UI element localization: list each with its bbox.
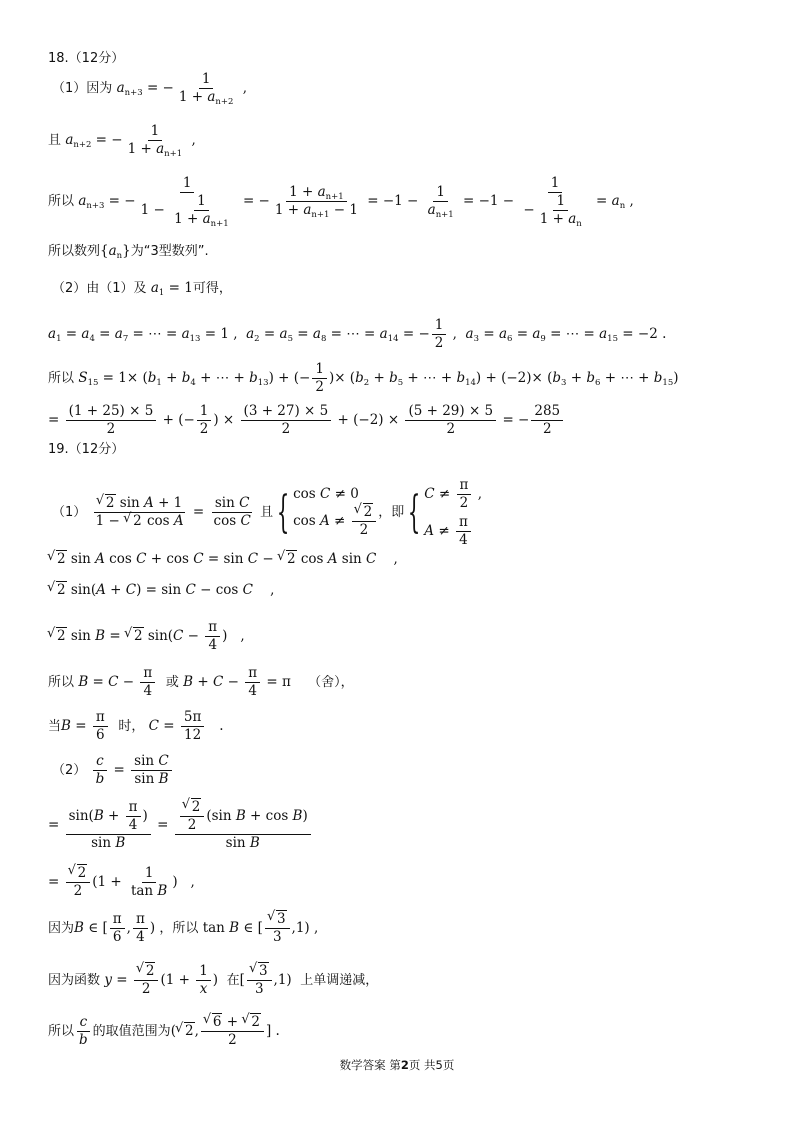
footer-right: 页 共5页 [408,1058,455,1072]
q19-when-label: 当 [48,718,62,734]
page-footer [0,1057,794,1073]
q19-step1-line: √ 2 sin A cos C + cos C = sin C − √ 2 cos A sin C , [48,553,398,567]
q18-and-line: 且 $a_{n+2}$ = − $\frac{1}{1 + a_{n+1}}$ , [48,123,196,159]
q19-heading: 19.（12分） [48,442,125,457]
q18-sum-label: 所以 [48,370,75,386]
q18-part2-line: （2）由（1）及 $a_1 = 1$可得， [52,280,232,298]
q19-part1-label: （1） [52,505,87,521]
q19-step3-line: √ 2 sin B = √ 2 sin(C − $\frac{\pi}{4}$ ) , [48,620,245,653]
q19-range-line: 所以 $\frac{c}{b}$ 的取值范围为(√ 2, √ $\frac{6 + √ 2}{2}$ ] . [48,1015,280,1048]
q18-result-line: = $\frac{(1 + 25) \times 5}{2}$ + (− $\frac{1}{2}$ ) × $\frac{(3 + 27) \times 5}{2}$ + (−2) × $\frac{(5 + 29) \times 5}{2}$ = − $\frac{285}{2}$ [48,404,565,437]
q19-or-label: 或 [165,674,179,690]
q18-conclusion-post: 为“3型数列”. [130,244,209,259]
q18-heading: 18.（12分） [48,51,125,66]
q18-part1-label: （1）因为 [52,80,113,96]
q18-part2-tail: 可得， [192,281,232,296]
q18-derivation-line: 所以 $a_{n+3}$ = − 1 1 − $\frac{1}{1 + a_{n+1}}$ = − $\frac{1 + a_{n+1}}{1 + a_{n+1} - 1}$ = −1 − $\frac{1}{a_{n+1}}$ = −1 − 1 − $\frac{1}{1 + a_n}$ = $a_n$ , [48,175,634,229]
q18-so-label: 所以 [48,193,75,209]
q19-ji-label: ，即 [378,505,405,521]
footer-page-number: 2 [400,1058,409,1072]
q19-step8-line: 因为B ∈ [ $\frac{\pi}{6}$ , $\frac{\pi}{4}$ ) ，所以 tan B ∈ [ √ $\frac{3}{3}$ ,1) , [48,912,318,945]
q19-step7-line: = √ $\frac{2}{2}$ (1 + $\frac{1}{\text{tan B}}$ ) , [48,866,195,899]
q19-part2-line: （2） $\frac{c}{b}$ = $\frac{\text{sin C}}{\text{sin B}}$ [52,754,174,787]
q19-step9-line: 因为函数 y = √ $\frac{2}{2}$ (1 + $\frac{1}{x}$ ) 在[ √ $\frac{3}{3}$ ,1) 上单调递减， [48,964,378,997]
q19-step6-line: = sin(B + $\frac{\pi}{4}$ ) sin B = √ $\frac{2}{2}$ (sin B + cos B) sin B [48,800,313,851]
footer-left: 数学答案 第 [339,1058,401,1072]
q18-and-label: 且 [48,132,62,148]
q19-range-label: 所以 [48,1023,75,1039]
q19-so-label: 所以 [48,674,75,690]
q18-sum-line: 所以 $S_{15} = 1\times (b_1 + b_4$ + ⋯ + $b_{13}$) + (− $\frac{1}{2}$ )× ($b_2 + b_5$ + ⋯ + $b_{14}) + (-2)\times (b_3 + b_6$ + ⋯ + $b_{15}$) [48,361,679,395]
q18-conclusion-pre: 所以数列 [48,244,101,259]
q19-func-mid: 在 [226,972,240,988]
q18-values-line: $a_1 = a_4 = a_7$ = ⋯ = $a_{13} = 1$ , $a_2 = a_5 = a_8$ = ⋯ = $a_{14}$ = − $\frac{1}{2}$ , $a_3 = a_6 = a_9$ = ⋯ = $a_{15} = -2$ . [48,317,667,351]
q19-and-label: 且 [260,505,274,521]
q19-step5-line: 当B = $\frac{\pi}{6}$ 时， C = $\frac{5\pi}{12}$ . [48,709,224,743]
q19-func-tail: 上单调递减， [300,972,379,988]
q19-so-tan-label: ，所以 [159,920,199,936]
q19-discard-note: （舍）， [308,674,354,690]
q19-because-label: 因为 [48,920,75,936]
q18-part1-line: （1）因为 $a_{n+3}$ = − $\frac{1}{1 + a_{n+2}}$ , [52,71,248,107]
q19-part2-label: （2） [52,762,87,778]
q18-conclusion-line: 所以数列$\{a_n\}$为“3型数列”. [48,243,209,261]
q19-range-mid: 的取值范围为 [92,1023,171,1039]
q19-part1-line: （1） √ $\frac{\text{2 sin A + 1}}{\text{1 − √ 2 cos A}}$ = $\frac{\text{sin C}}{\text{cos C}}$ 且{ cos C ≠ 0 cos A ≠ √ $\frac{2}{2}$ ，即{ C ≠ $\frac{\pi}{2}$ , A ≠ $\frac{\pi}{4}$ [52,478,482,547]
q19-step2-line: √ 2 sin(A + C) = sin C − cos C , [48,584,274,598]
q18-part2-label: （2）由（1）及 [52,281,147,296]
q19-when-mid: 时， [118,718,145,734]
q19-func-label: 因为函数 [48,972,101,988]
q19-step4-line: 所以 B = C − $\frac{\pi}{4}$ 或 B + C − $\frac{\pi}{4}$ = π （舍）， [48,665,354,699]
